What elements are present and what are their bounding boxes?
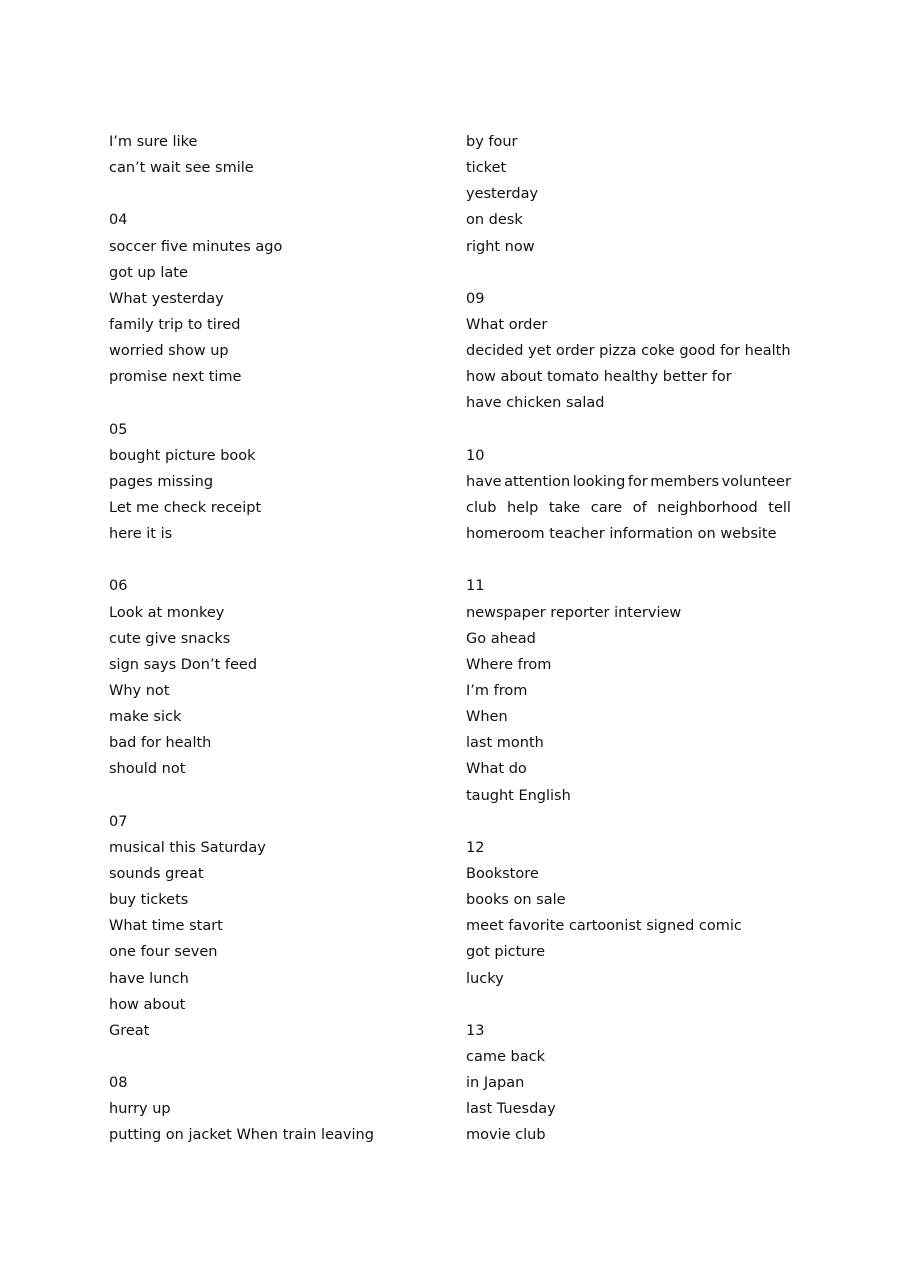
text-line: in Japan <box>466 1075 525 1092</box>
blank-line <box>466 547 791 573</box>
text-line: came back <box>466 1048 545 1065</box>
text-line: Let me check receipt <box>109 499 262 516</box>
text-line: bought picture book <box>109 447 256 464</box>
text-line: sounds great <box>109 865 204 882</box>
section-number: 07 <box>109 813 128 830</box>
blank-line <box>466 417 791 443</box>
blank-line <box>109 390 429 416</box>
section-number: 08 <box>109 1075 128 1092</box>
text-line: club help take care of neighborhood tell <box>466 499 791 516</box>
text-line: yesterday <box>466 186 539 203</box>
text-line: by four <box>466 134 518 150</box>
section-number: 12 <box>466 839 485 856</box>
text-line: taught English <box>466 787 571 804</box>
section-number: 10 <box>466 447 485 464</box>
blank-line <box>466 809 791 835</box>
right-column <box>466 129 791 1148</box>
text-line: bad for health <box>109 735 212 752</box>
text-line: newspaper reporter interview <box>466 604 682 621</box>
text-line: Great <box>109 1022 150 1039</box>
text-line: movie club <box>466 1127 546 1144</box>
text-line: ticket <box>466 160 507 177</box>
text-line: What time start <box>109 918 223 935</box>
blank-line <box>109 181 429 207</box>
text-line: Go ahead <box>466 630 536 647</box>
text-line: can’t wait see smile <box>109 160 254 177</box>
text-line: promise next time <box>109 369 242 386</box>
text-line: pages missing <box>109 473 214 490</box>
section-number: 09 <box>466 290 485 307</box>
text-line: make sick <box>109 709 182 726</box>
text-line: should not <box>109 761 186 778</box>
text-line: have attention looking for members volunteer <box>466 473 791 490</box>
text-line: how about <box>109 996 186 1013</box>
text-line: sign says Don’t feed <box>109 656 258 673</box>
text-line: musical this Saturday <box>109 839 266 856</box>
text-line: one four seven <box>109 944 218 961</box>
blank-line <box>466 992 791 1018</box>
text-line: When <box>466 709 508 726</box>
section-number: 13 <box>466 1022 485 1039</box>
left-column <box>109 129 429 1148</box>
text-line: putting on jacket When train leaving <box>109 1127 374 1144</box>
text-line: lucky <box>466 970 504 987</box>
section-number: 11 <box>466 578 485 595</box>
text-line: family trip to tired <box>109 316 241 333</box>
text-line: buy tickets <box>109 892 189 909</box>
text-line: cute give snacks <box>109 630 231 647</box>
text-line: homeroom teacher information on website <box>466 526 777 543</box>
text-line: meet favorite cartoonist signed comic <box>466 918 742 935</box>
text-line: I’m sure like <box>109 134 198 150</box>
section-number: 04 <box>109 212 128 229</box>
text-line: soccer five minutes ago <box>109 238 283 255</box>
text-line: decided yet order pizza coke good for health <box>466 343 791 360</box>
blank-line <box>466 260 791 286</box>
text-line: on desk <box>466 212 523 229</box>
blank-line <box>109 547 429 573</box>
text-line: last Tuesday <box>466 1101 556 1118</box>
text-line: here it is <box>109 526 173 543</box>
text-line: worried show up <box>109 343 229 360</box>
text-line: got up late <box>109 264 188 281</box>
text-line: What do <box>466 761 527 778</box>
text-line: have chicken salad <box>466 395 605 412</box>
text-line: Look at monkey <box>109 604 225 621</box>
text-line: Where from <box>466 656 552 673</box>
text-line: I’m from <box>466 682 528 699</box>
text-line: What yesterday <box>109 290 224 307</box>
text-line: have lunch <box>109 970 189 987</box>
text-line: Why not <box>109 682 170 699</box>
text-line: books on sale <box>466 892 566 909</box>
blank-line <box>109 783 429 809</box>
text-line: got picture <box>466 944 546 961</box>
section-number: 06 <box>109 578 128 595</box>
text-line: last month <box>466 735 544 752</box>
text-line: how about tomato healthy better for <box>466 369 732 386</box>
text-line: hurry up <box>109 1101 171 1118</box>
text-line: right now <box>466 238 535 255</box>
blank-line <box>109 1044 429 1070</box>
text-line: Bookstore <box>466 865 539 882</box>
section-number: 05 <box>109 421 128 438</box>
text-line: What order <box>466 316 548 333</box>
